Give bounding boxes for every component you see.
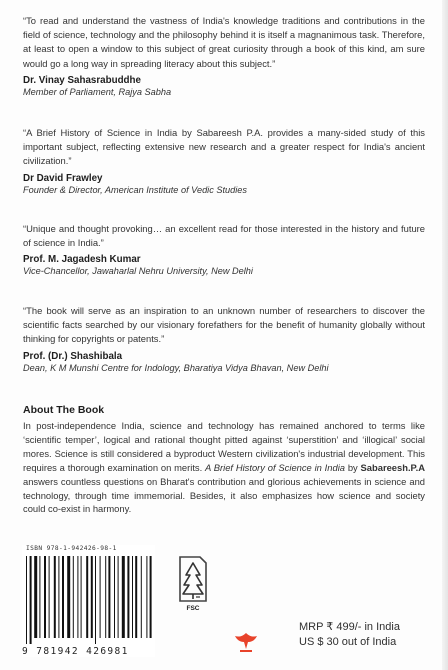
barcode-bar	[49, 556, 50, 638]
barcode-bar	[26, 556, 27, 644]
about-text-part: by	[345, 461, 361, 473]
barcode-bar	[62, 556, 64, 638]
barcode-bar	[73, 556, 74, 638]
endorser-name: Prof. M. Jagadesh Kumar	[23, 254, 141, 266]
barcode-bar	[122, 556, 125, 638]
barcode-bar	[86, 556, 88, 638]
barcode-bar	[30, 556, 32, 644]
barcode-bar	[44, 556, 46, 638]
barcode-bar	[67, 556, 70, 638]
endorser-role: Vice-Chancellor, Jawaharlal Nehru University, New Delhi	[23, 266, 253, 277]
fsc-label: FSC	[186, 605, 200, 612]
fsc-tree-icon	[176, 550, 210, 612]
endorser-role: Founder & Director, American Institute of Vedic Studies	[23, 184, 248, 195]
barcode-bar	[105, 556, 106, 638]
endorser-name: Prof. (Dr.) Shashibala	[23, 350, 123, 362]
price-india: MRP ₹ 499/- in India	[299, 621, 400, 633]
barcode-bar	[54, 556, 56, 638]
barcode-bar	[114, 556, 115, 638]
endorser-name: Dr David Frawley	[23, 172, 103, 184]
barcode-bar	[91, 556, 93, 638]
endorser-name: Dr. Vinay Sahasrabuddhe	[23, 74, 141, 86]
barcode-bar	[34, 556, 37, 638]
about-the-book	[23, 404, 425, 516]
endorsement-quote: “To read and understand the vastness of India's knowledge traditions and contributions in the field of science, technology and the philosophy behind it is itself a magnanimous task. Therefore, at least to open a window to this subject of great curiosity through a book of this kind, am sure would go a long way in spreading literacy about this subject.”	[23, 15, 425, 69]
book-title: A Brief History of Science in India	[205, 461, 346, 473]
price-outside-india: US $ 30 out of India	[299, 636, 397, 648]
barcode-bar	[108, 556, 110, 638]
barcode-bar	[81, 556, 82, 638]
barcode-bar	[77, 556, 78, 638]
endorsement-quote: “A Brief History of Science in India by Sabareesh P.A. provides a many-sided study of this important subject, reflecting extensive new research and a greater respect for India's ancient civilization.”	[23, 127, 425, 167]
barcode-bar	[95, 556, 96, 644]
barcode-bar	[100, 556, 101, 638]
barcode-bar	[58, 556, 59, 638]
isbn-barcode	[22, 545, 155, 657]
barcode-number: 9 781942 426981	[22, 646, 129, 657]
author-name: Sabareesh.P.A	[360, 461, 425, 473]
endorser-role: Member of Parliament, Rajya Sabha	[23, 86, 172, 97]
barcode-bars	[24, 556, 153, 644]
barcode-bar	[141, 556, 142, 638]
about-title: About The Book	[23, 404, 105, 416]
about-text-part: In post-independence India, science and technology has remained anchored to terms like ‘scientific temper’, logical and rational thought pitted against ‘superstition’ and ‘illogical’ social mores. Science is still considered a byproduct Western civilization's industrial development. This requires a thorough examination on merits.	[23, 420, 425, 473]
endorsement-quote: “Unique and thought provoking… an excellent read for those interested in the history and future of science in India.”	[23, 223, 425, 249]
endorsement-1	[23, 14, 425, 97]
barcode-bar	[135, 556, 137, 638]
barcode-bar	[118, 556, 119, 638]
barcode-bar	[127, 556, 129, 638]
about-text	[23, 419, 425, 516]
endorser-role: Dean, K M Munshi Centre for Indology, Bharatiya Vidya Bhavan, New Delhi	[23, 362, 329, 373]
barcode-bar	[132, 556, 133, 638]
endorsement-quote: “The book will serve as an inspiration to an unknown number of researchers to discover the scientific facts searched by our visionary forefathers for the benefit of humanity globally without thinking for copyrights or patents.”	[23, 305, 425, 345]
price-block	[299, 620, 421, 650]
about-text-part: answers countless questions on Bharat's contribution and glorious achievements in science and technology, through time immemorial. Besides, it also emphasizes how science and society could co-exist in harmony.	[23, 475, 425, 515]
barcode-bar	[146, 556, 147, 638]
endorsement-3	[23, 222, 425, 276]
endorsement-2	[23, 126, 425, 195]
publisher-logo-icon	[233, 629, 259, 655]
barcode-bar	[150, 556, 152, 638]
barcode-bar	[39, 556, 40, 638]
isbn-label: ISBN 978-1-942426-98-1	[26, 545, 117, 552]
endorsement-4	[23, 304, 425, 373]
